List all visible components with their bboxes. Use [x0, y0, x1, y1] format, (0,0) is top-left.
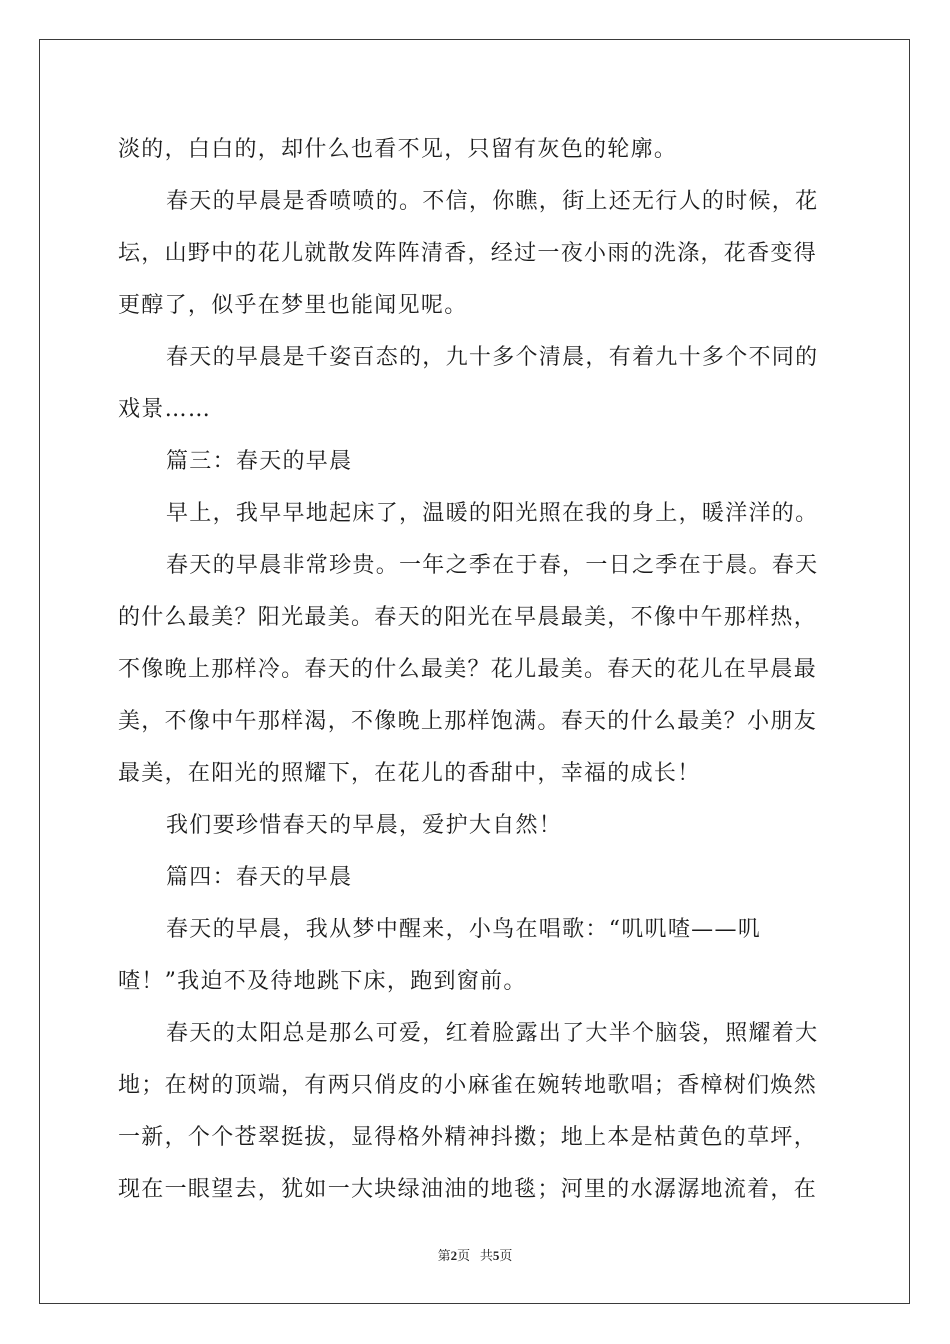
document-body: [118, 124, 834, 1216]
footer-page-suffix: 页: [457, 1248, 471, 1263]
footer-total-suffix: 页: [499, 1248, 513, 1263]
text-line: 春天的早晨是千姿百态的，九十多个清晨，有着九十多个不同的: [166, 345, 819, 370]
page-footer: [0, 1248, 950, 1264]
footer-prefix: 第: [437, 1248, 451, 1263]
text-line: 春天的早晨是香喷喷的。不信，你瞧，街上还无行人的时候，花: [166, 189, 819, 214]
footer-total-prefix: 共: [479, 1248, 493, 1263]
text-line: 现在一眼望去，犹如一大块绿油油的地毯；河里的水潺潺地流着，在: [118, 1177, 818, 1202]
section-heading: 篇四：春天的早晨: [166, 865, 353, 890]
text-line: 美，不像中午那样渴，不像晚上那样饱满。春天的什么最美？小朋友: [118, 709, 818, 734]
text-line: 春天的早晨非常珍贵。一年之季在于春，一日之季在于晨。春天: [166, 553, 819, 578]
text-line: 我们要珍惜春天的早晨，爱护大自然！: [166, 813, 563, 838]
current-page-number: 2: [450, 1248, 458, 1263]
text-line: 更醇了，似乎在梦里也能闻见呢。: [118, 293, 468, 318]
text-line: 的什么最美？阳光最美。春天的阳光在早晨最美，不像中午那样热，: [118, 605, 818, 630]
text-line: 地；在树的顶端，有两只俏皮的小麻雀在婉转地歌唱；香樟树们焕然: [118, 1073, 818, 1098]
text-line: 一新，个个苍翠挺拔，显得格外精神抖擞；地上本是枯黄色的草坪，: [118, 1125, 818, 1150]
section-heading: 篇三：春天的早晨: [166, 449, 353, 474]
text-line: 淡的，白白的，却什么也看不见，只留有灰色的轮廓。: [118, 137, 678, 162]
text-line: 喳！”我迫不及待地跳下床，跑到窗前。: [118, 969, 527, 994]
text-line: 戏景……: [118, 397, 212, 422]
text-line: 春天的早晨，我从梦中醒来，小鸟在唱歌：“叽叽喳——叽: [166, 917, 762, 942]
text-line: 最美，在阳光的照耀下，在花儿的香甜中，幸福的成长！: [118, 761, 701, 786]
total-page-count: 5: [492, 1248, 500, 1263]
text-line: 不像晚上那样冷。春天的什么最美？花儿最美。春天的花儿在早晨最: [118, 657, 818, 682]
text-line: 早上，我早早地起床了，温暖的阳光照在我的身上，暖洋洋的。: [166, 501, 819, 526]
text-line: 春天的太阳总是那么可爱，红着脸露出了大半个脑袋，照耀着大: [166, 1021, 819, 1046]
text-line: 坛，山野中的花儿就散发阵阵清香，经过一夜小雨的洗涤，花香变得: [118, 241, 818, 266]
